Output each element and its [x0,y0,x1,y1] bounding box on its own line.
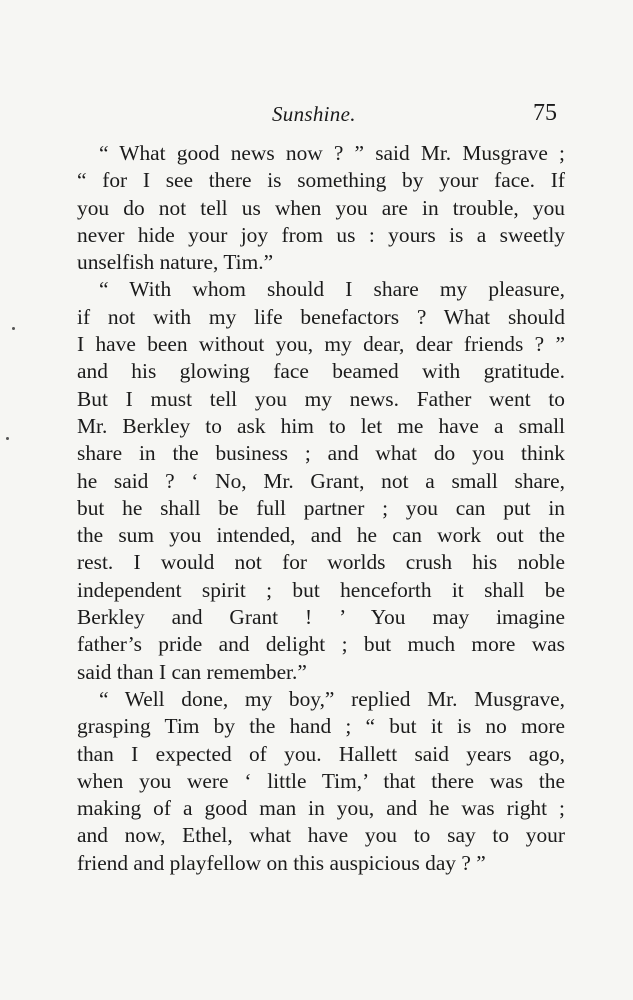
text-line: the sum you intended, and he can work out the [77,523,565,548]
text-line: than I expected of you. Hallett said years ago, [77,741,565,766]
text-line: if not with my life benefactors ? What should [77,304,565,329]
text-line: and now, Ethel, what have you to say to your [77,823,565,848]
text-line: father’s pride and delight ; but much more was [77,632,565,657]
running-head [0,100,633,132]
text-line: Berkley and Grant ! ’ You may imagine [77,605,565,630]
text-line: unselfish nature, Tim.” [77,250,274,275]
text-line: independent spirit ; but henceforth it shall be [77,577,565,602]
text-line: “ for I see there is something by your face. If [77,168,565,193]
text-line: never hide your joy from us : yours is a sweetly [77,222,565,247]
text-line: grasping Tim by the hand ; “ but it is no more [77,714,565,739]
text-line: making of a good man in you, and he was right ; [77,796,565,821]
text-line: I have been without you, my dear, dear friends ? ” [77,332,565,357]
text-line: “ With whom should I share my pleasure, [99,277,565,302]
text-line: share in the business ; and what do you think [77,441,565,466]
text-line: but he shall be full partner ; you can put in [77,495,565,520]
body-text [77,140,565,877]
text-line: Mr. Berkley to ask him to let me have a small [77,413,565,438]
text-line: and his glowing face beamed with gratitude. [77,359,565,384]
running-title: Sunshine. [272,102,356,126]
text-line: you do not tell us when you are in trouble, you [77,195,565,220]
margin-speck [12,327,15,330]
text-line: “ Well done, my boy,” replied Mr. Musgrave, [99,686,565,711]
text-line: he said ? ‘ No, Mr. Grant, not a small share, [77,468,565,493]
text-line: But I must tell you my news. Father went to [77,386,565,411]
text-line: friend and playfellow on this auspicious day ? ” [77,850,486,875]
text-line: rest. I would not for worlds crush his noble [77,550,565,575]
page-number: 75 [533,100,557,126]
text-line: said than I can remember.” [77,659,307,684]
margin-speck [6,437,9,440]
text-line: when you were ‘ little Tim,’ that there was the [77,768,565,793]
text-line: “ What good news now ? ” said Mr. Musgrave ; [99,141,565,165]
